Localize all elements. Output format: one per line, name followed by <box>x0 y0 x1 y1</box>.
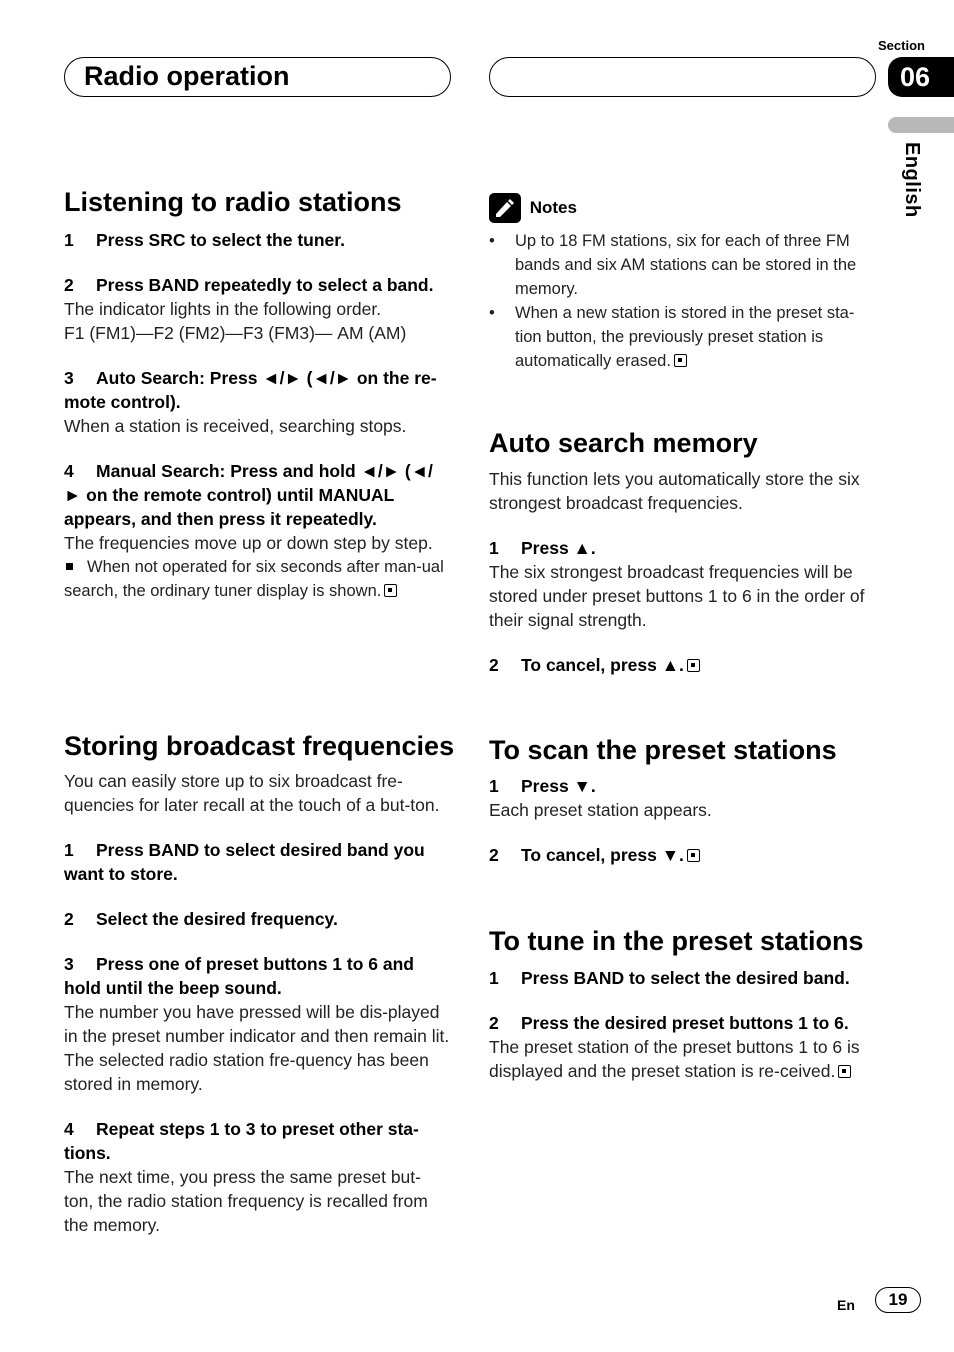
page-number: 19 <box>875 1287 921 1313</box>
storing-step-3-body: The number you have pressed will be dis-played in the preset number indicator and then remain lit. The selected radio station fre-quency has been stored in memory. <box>64 1002 450 1094</box>
scan-content <box>489 774 875 867</box>
auto-search-step-1-body: The six strongest broadcast frequencies will be stored under preset buttons 1 to 6 in the order of their signal strength. <box>489 562 865 630</box>
storing-intro: You can easily store up to six broadcast fre-quencies for later recall at the touch of a but-ton. <box>64 771 440 815</box>
notes-title: Notes <box>529 198 577 217</box>
listening-step-2: 2 Press BAND repeatedly to select a band. <box>64 275 434 295</box>
end-mark-icon <box>384 584 397 597</box>
listening-step-4-note: When not operated for six seconds after man-ual search, the ordinary tuner display is shown. <box>64 558 444 600</box>
auto-search-intro: This function lets you automatically store the six strongest broadcast frequencies. <box>489 469 860 513</box>
heading-storing: Storing broadcast frequencies <box>64 731 455 761</box>
listening-content <box>64 228 450 603</box>
end-mark-icon <box>687 849 700 862</box>
listening-step-4-body: The frequencies move up or down step by step. <box>64 533 433 553</box>
storing-step-1: 1 Press BAND to select desired band you want to store. <box>64 840 425 884</box>
heading-auto-search: Auto search memory <box>489 428 758 458</box>
page-section-title: Radio operation <box>84 61 290 91</box>
notes-header <box>489 193 577 223</box>
scan-step-2: 2 To cancel, press ▼. <box>489 843 875 867</box>
language-tab-label: English <box>901 142 923 218</box>
listening-step-3-body: When a station is received, searching stops. <box>64 416 407 436</box>
tune-step-1: 1 Press BAND to select the desired band. <box>489 968 850 988</box>
listening-step-1: 1 Press SRC to select the tuner. <box>64 230 345 250</box>
listening-step-4: 4 Manual Search: Press and hold ◄/► (◄/► on the remote control) until MANUAL appears, and then press it repeatedly. <box>64 461 433 529</box>
storing-step-4: 4 Repeat steps 1 to 3 to preset other sta-tions. <box>64 1119 419 1163</box>
storing-step-3: 3 Press one of preset buttons 1 to 6 and hold until the beep sound. <box>64 954 414 998</box>
end-mark-icon <box>838 1065 851 1078</box>
note-square-icon <box>66 563 73 570</box>
scan-step-1: 1 Press ▼. <box>489 776 596 796</box>
heading-listening: Listening to radio stations <box>64 187 402 217</box>
storing-step-2: 2 Select the desired frequency. <box>64 909 338 929</box>
listening-step-3: 3 Auto Search: Press ◄/► (◄/► on the re-mote control). <box>64 368 437 412</box>
auto-search-step-1: 1 Press ▲. <box>489 538 596 558</box>
heading-tune: To tune in the preset stations <box>489 926 864 956</box>
auto-search-step-2: 2 To cancel, press ▲. <box>489 653 875 677</box>
note-item: • Up to 18 FM stations, six for each of three FM bands and six AM stations can be stored in the memory. <box>489 229 875 301</box>
section-number: 06 <box>888 57 954 97</box>
auto-search-content <box>489 467 875 677</box>
header-empty-frame <box>489 57 876 97</box>
band-order: F1 (FM1)—F2 (FM2)—F3 (FM3)— AM (AM) <box>64 323 407 343</box>
notes-list <box>489 229 875 373</box>
tune-step-2: 2 Press the desired preset buttons 1 to 6. <box>489 1013 849 1033</box>
tune-step-2-body: The preset station of the preset buttons 1 to 6 is displayed and the preset station is re-ceived. <box>489 1037 860 1081</box>
scan-step-1-body: Each preset station appears. <box>489 800 712 820</box>
footer-language: En <box>837 1297 855 1313</box>
section-label: Section <box>878 38 925 53</box>
heading-scan: To scan the preset stations <box>489 735 837 765</box>
note-item: • When a new station is stored in the preset sta-tion button, the previously preset station is automatically erased. <box>489 301 875 373</box>
storing-step-4-body: The next time, you press the same preset but-ton, the radio station frequency is recalled from the memory. <box>64 1167 428 1235</box>
storing-content <box>64 769 450 1237</box>
end-mark-icon <box>687 659 700 672</box>
language-tab-bar <box>888 117 954 133</box>
listening-step-2-body: The indicator lights in the following order. <box>64 299 382 319</box>
tune-content <box>489 966 875 1083</box>
notes-pencil-icon <box>489 193 521 223</box>
end-mark-icon <box>674 354 687 367</box>
